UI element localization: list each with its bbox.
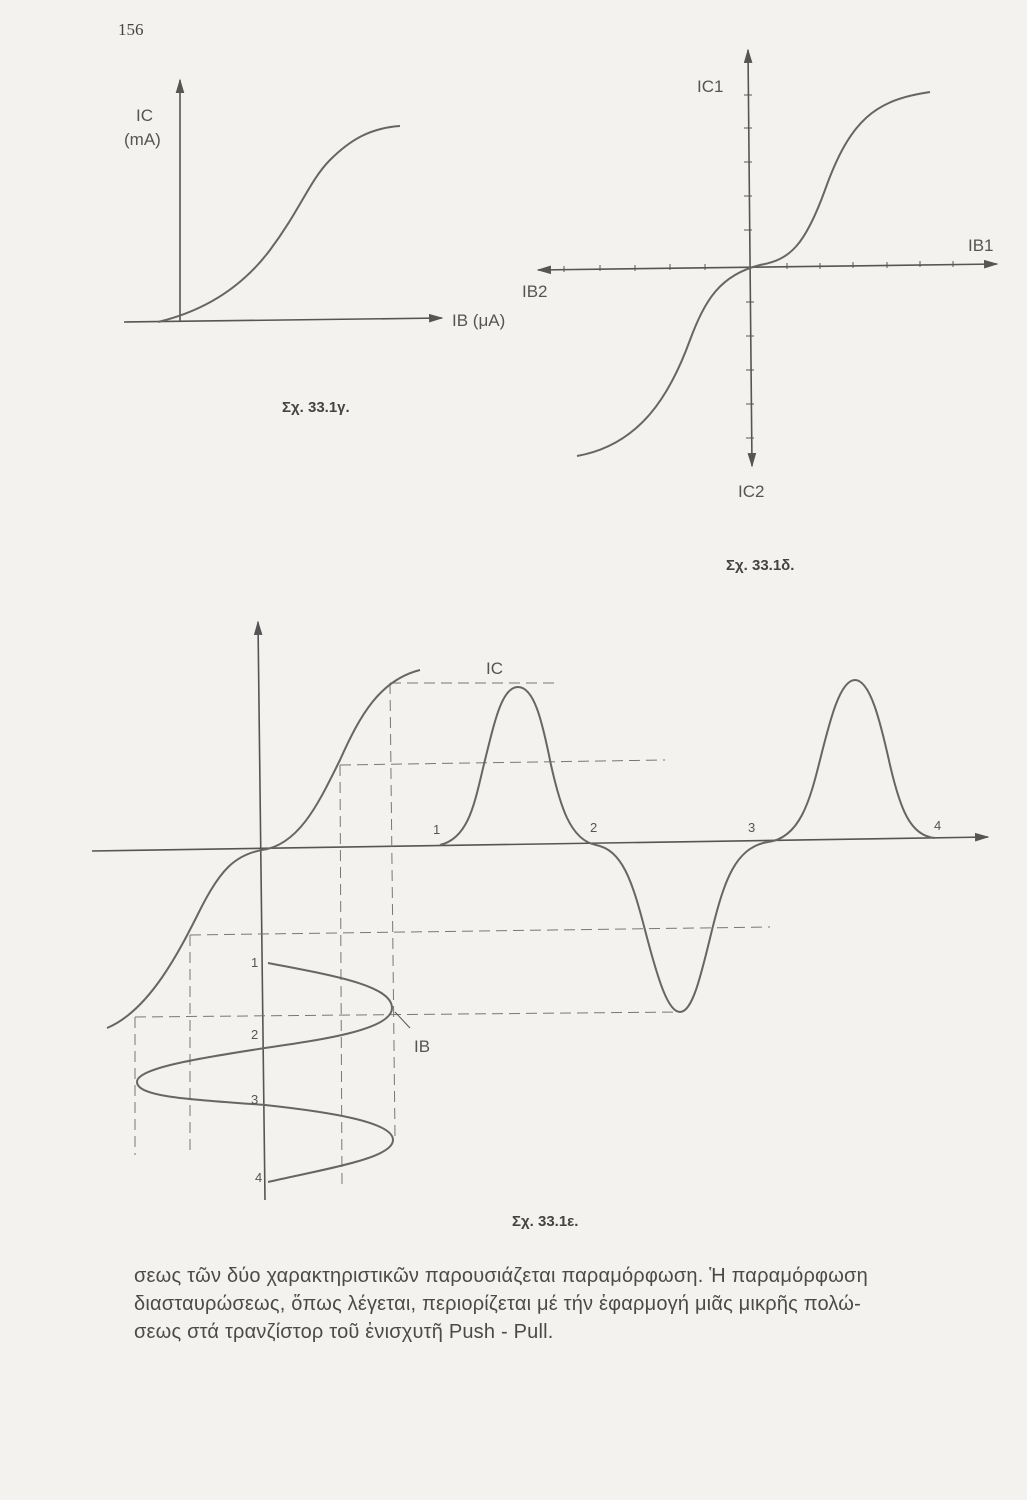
gamma-transfer-curve — [158, 126, 400, 322]
delta-caption: Σχ. 33.1δ. — [726, 557, 795, 574]
epsilon-caption: Σχ. 33.1ε. — [512, 1213, 579, 1230]
figure-33-1-delta — [522, 50, 997, 574]
input-point-2: 2 — [251, 1027, 259, 1042]
body-paragraph — [134, 1262, 994, 1346]
delta-composite-curve — [577, 92, 930, 456]
epsilon-transfer-curve — [107, 670, 420, 1028]
gamma-y-label-unit: (mA) — [124, 130, 161, 149]
epsilon-y-axis — [258, 622, 265, 1200]
body-line: σεως στά τρανζίστορ τοῦ ἐνισχυτῆ Push - Pull. — [134, 1321, 554, 1343]
delta-label-ic2: IC2 — [738, 482, 765, 501]
figure-33-1-gamma — [124, 80, 505, 416]
output-point-1: 1 — [433, 822, 441, 837]
output-point-3: 3 — [748, 820, 756, 835]
body-line: σεως τῶν δύο χαρακτηριστικῶν παρουσιάζεται παραμόρφωση. Ἡ παραμόρφωση — [134, 1265, 868, 1287]
figure-33-1-epsilon — [92, 622, 988, 1230]
epsilon-output-waveform — [440, 680, 935, 1012]
epsilon-x-axis — [92, 837, 988, 851]
page-number: 156 — [118, 20, 144, 39]
input-point-3: 3 — [251, 1092, 259, 1107]
delta-x-axis — [538, 264, 997, 270]
delta-label-ic1: IC1 — [697, 77, 724, 96]
gamma-x-label: IB (μA) — [452, 311, 506, 330]
epsilon-label-ic: IC — [486, 659, 503, 678]
epsilon-label-ib: IB — [414, 1037, 431, 1056]
delta-label-ib2: IB2 — [522, 282, 548, 301]
gamma-caption: Σχ. 33.1γ. — [282, 399, 350, 416]
delta-label-ib1: IB1 — [968, 236, 994, 255]
epsilon-projection-lines — [135, 683, 770, 1185]
input-point-4: 4 — [255, 1170, 263, 1185]
body-line: διασταυρώσεως, ὅπως λέγεται, περιορίζεται μέ τήν ἐφαρμογή μιᾶς μικρῆς πολώ- — [134, 1293, 861, 1315]
input-point-1: 1 — [251, 955, 259, 970]
output-point-4: 4 — [934, 818, 942, 833]
gamma-y-label-ic: IC — [136, 106, 153, 125]
output-point-2: 2 — [590, 820, 598, 835]
